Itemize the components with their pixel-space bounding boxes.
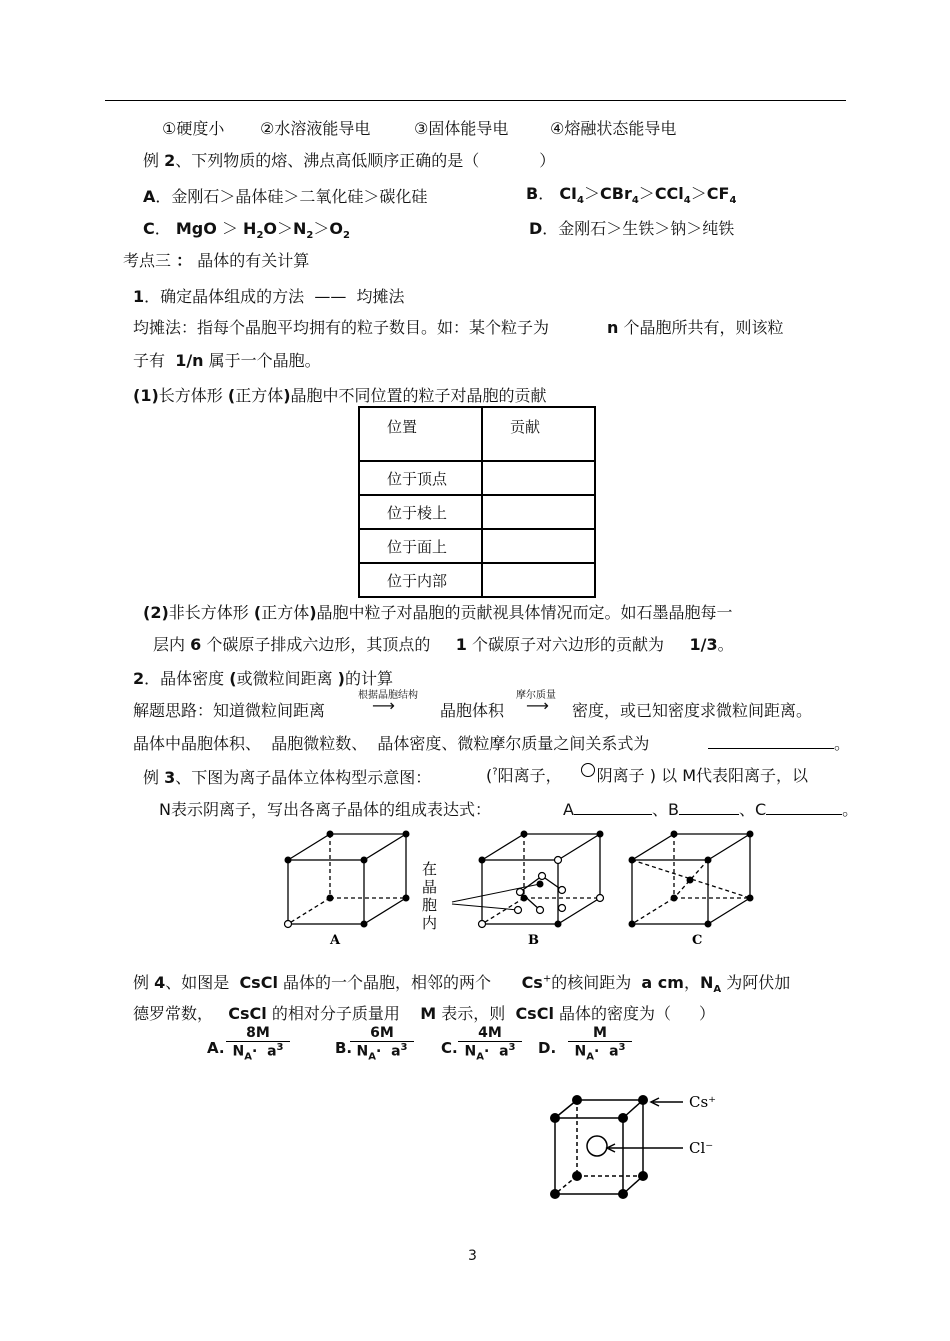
example3-line2: N表示阴离子，写出各离子晶体的组成表达式：: [159, 800, 491, 819]
section3-definition: 均摊法：指每个晶胞平均拥有的粒子数目。如：某个粒子为 n 个晶胞所共有，则该粒: [133, 318, 784, 337]
section3-definition-2: 子有 1/n 属于一个晶胞。: [133, 351, 321, 370]
table-cell: 位于内部: [359, 563, 482, 597]
option-c-label: C.: [441, 1039, 458, 1057]
anion-circle-icon: [581, 763, 595, 777]
option-1: ①硬度小: [162, 119, 225, 138]
figure-note: 晶: [422, 878, 438, 896]
section3-title: 考点三 ： 晶体的有关计算: [123, 251, 310, 270]
section3-item1: 1．确定晶体组成的方法 —— 均摊法: [133, 287, 405, 306]
table-row: [359, 529, 595, 563]
item2-title: 2．晶体密度 (或微粒间距离 )的计算: [133, 669, 393, 688]
figure-note: 胞: [422, 896, 438, 914]
option-b-label: B.: [335, 1039, 353, 1057]
item2-relation-blank: 。: [708, 731, 850, 754]
section3-sub1: (1)长方体形 (正方体)晶胞中不同位置的粒子对晶胞的贡献: [133, 386, 547, 405]
cs-ion-label: Cs⁺: [689, 1093, 717, 1111]
cl-ion-label: Cl⁻: [689, 1139, 714, 1157]
table-cell: 位于顶点: [359, 461, 482, 495]
option-a-fraction: $\frac{8M}{N_A\cdot a^3}$: [226, 1025, 290, 1062]
option-3: ③固体能导电: [414, 119, 509, 138]
figure-note: 内: [422, 914, 438, 932]
table-header-row: [359, 407, 595, 461]
cation-symbol: ?: [492, 766, 498, 778]
figure-label-a: A: [330, 933, 341, 948]
cube-a-front: [288, 860, 364, 924]
option-4: ④熔融状态能导电: [550, 119, 677, 138]
arrow1: ⟶: [372, 696, 395, 715]
table-cell: [482, 529, 595, 563]
table-row: [359, 563, 595, 597]
table-header-cell: 位置: [359, 407, 482, 461]
table-cell: 位于面上: [359, 529, 482, 563]
page-number: 3: [468, 1248, 477, 1264]
option-a-label: A.: [207, 1039, 225, 1057]
table-row: [359, 461, 595, 495]
item2-relation: 晶体中晶胞体积、 晶胞微粒数、 晶体密度、微粒摩尔质量之间关系式为: [133, 734, 650, 753]
example2-stem: 例 2、下列物质的熔、沸点高低顺序正确的是（ ）: [143, 151, 556, 170]
arrow2: ⟶: [526, 696, 549, 715]
table-row: [359, 495, 595, 529]
table-cell: [482, 461, 595, 495]
table-cell: [482, 563, 595, 597]
option-b-fraction: $\frac{6M}{N_A\cdot a^3}$: [350, 1025, 414, 1062]
figure-note: 在: [422, 860, 438, 878]
cube-c-front: [632, 860, 708, 924]
cscl-unit-cell-figure: [545, 1088, 735, 1203]
option-d-fraction: $\frac{M}{N_A\cdot a^3}$: [568, 1025, 632, 1062]
arrow2-label: 摩尔质量: [516, 690, 556, 701]
ionic-crystal-figure: [280, 824, 760, 954]
example2-option-a: A．金刚石＞晶体硅＞二氧化硅＞碳化硅: [143, 187, 428, 206]
cl-ion: [587, 1136, 607, 1156]
arrow1-label: 根据晶胞结构: [358, 690, 418, 701]
item2-idea-c: 密度，或已知密度求微粒间距离。: [572, 701, 813, 720]
example3-line1: 例 3、下图为离子晶体立体构型示意图：: [143, 768, 432, 787]
sub2-line2: 层内 6 个碳原子排成六边形，其顶点的 1 个碳原子对六边形的贡献为 1/3。: [153, 635, 734, 654]
header-rule: [105, 100, 846, 101]
option-d-label: D.: [538, 1039, 557, 1057]
table-header-cell: 贡献: [482, 407, 595, 461]
example2-option-d: D．金刚石＞生铁＞钠＞纯铁: [529, 219, 735, 238]
example2-option-c: C． MgO ＞ $H_2O>N_2>O_2$: [143, 219, 350, 242]
item2-idea-b: 晶胞体积: [440, 701, 505, 720]
option-c-fraction: $\frac{4M}{N_A\cdot a^3}$: [458, 1025, 522, 1062]
table-cell: [482, 495, 595, 529]
figure-label-b: B: [528, 933, 539, 948]
example2-option-b: B． $CI_4>CBr_4>CCl_4>CF_4$: [526, 184, 737, 207]
example3-answers: A 、B 、C 。: [563, 800, 859, 819]
figure-label-c: C: [692, 933, 703, 948]
table-cell: 位于棱上: [359, 495, 482, 529]
contribution-table: [358, 406, 596, 598]
example4-line2: 德罗常数， CsCl 的相对分子质量用 M 表示，则 CsCl 晶体的密度为（ ）: [133, 1004, 716, 1023]
option-2: ②水溶液能导电: [260, 119, 371, 138]
sub2-line1: (2)非长方体形 (正方体)晶胞中粒子对晶胞的贡献视具体情况而定。如石墨晶胞每一: [143, 603, 733, 622]
example3-legend: (?阳离子， 阴离子 ) 以 M代表阳离子，以: [486, 763, 808, 786]
item2-idea-a: 解题思路：知道微粒间距离: [133, 701, 326, 720]
example4-line1: 例 4、如图是 CsCl 晶体的一个晶胞，相邻的两个 Cs+的核间距为 a cm，$N_A$ 为阿伏加: [133, 973, 791, 996]
